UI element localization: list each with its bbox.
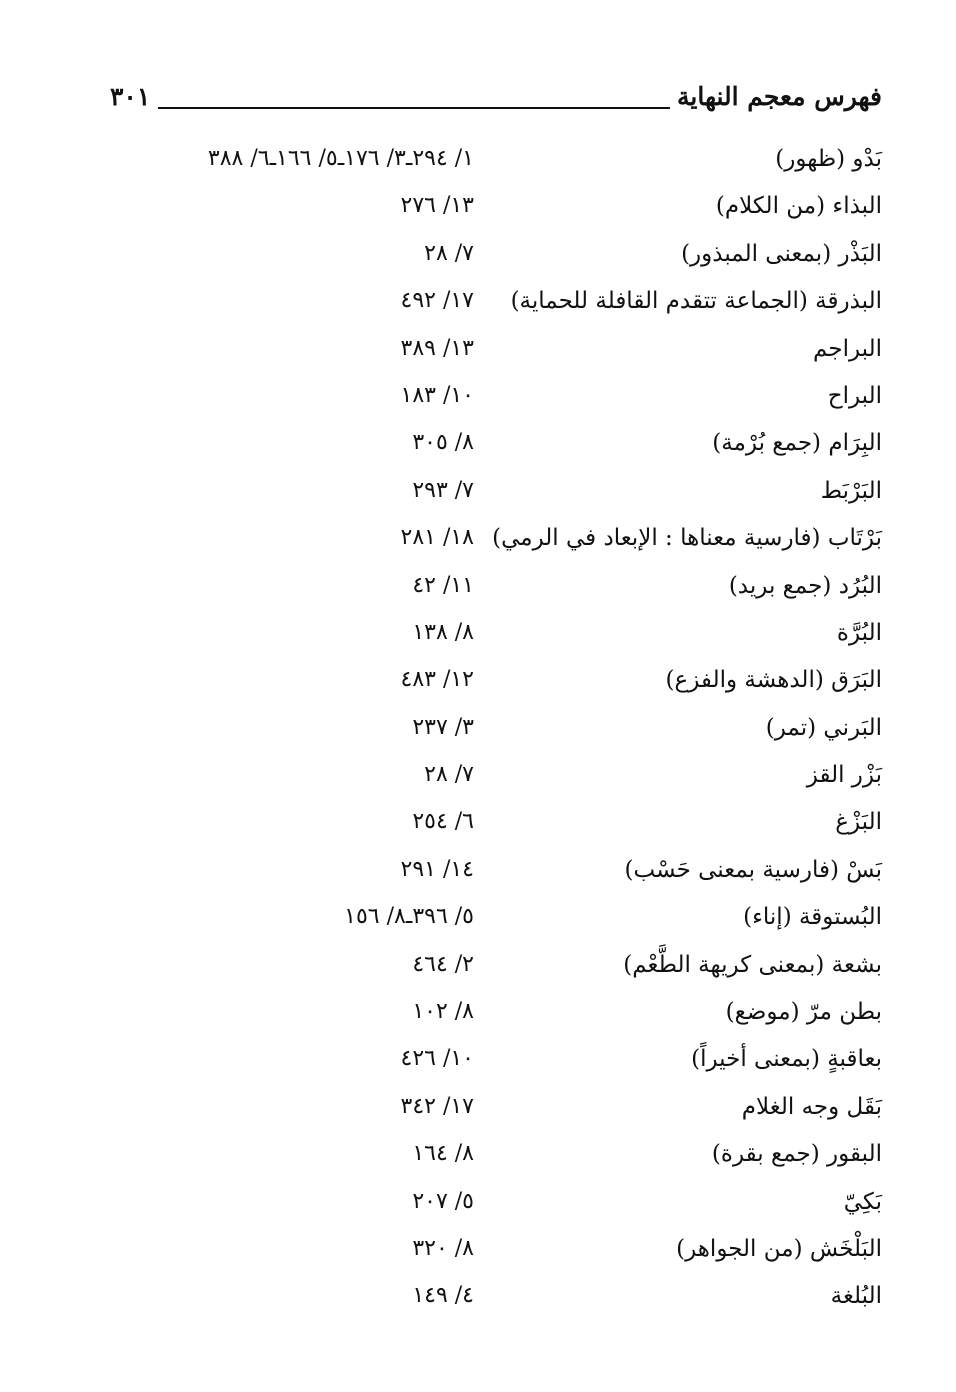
index-term: البَلْخَش (من الجواهر) (676, 1235, 882, 1262)
index-reference: ٨/ ٣٢٠ (412, 1235, 474, 1261)
index-entry (150, 1183, 882, 1230)
index-entry (150, 140, 882, 187)
index-entry (150, 1040, 882, 1087)
index-term: البُستوقة (إناء) (743, 904, 882, 931)
index-entry (150, 851, 882, 898)
index-reference: ٣/ ٢٣٧ (412, 714, 474, 740)
index-entry (150, 803, 882, 850)
index-reference: ١٠/ ١٨٣ (400, 382, 474, 408)
index-reference: ٦/ ٢٥٤ (412, 809, 474, 835)
index-term: بَزْر القز (806, 762, 882, 789)
index-entry (150, 187, 882, 234)
index-term: البذاء (من الكلام) (715, 193, 882, 220)
running-header-title: فهرس معجم النهاية (676, 82, 882, 111)
index-entry (150, 330, 882, 377)
index-entry (150, 946, 882, 993)
index-entry (150, 993, 882, 1040)
index-term: بطن مرّ (موضع) (725, 999, 882, 1026)
index-reference: ١٣/ ٢٧٦ (400, 193, 474, 219)
index-entry (150, 709, 882, 756)
index-reference: ١٨/ ٢٨١ (400, 525, 474, 551)
index-entry (150, 282, 882, 329)
index-term: البِرَام (جمع بُرْمة) (712, 430, 882, 457)
index-term: البُلغة (830, 1283, 882, 1310)
header-rule (158, 107, 670, 109)
index-term: البَرني (تمر) (765, 714, 882, 741)
index-term: البراح (827, 382, 882, 409)
index-reference: ٥/ ٢٠٧ (412, 1188, 474, 1214)
index-term: البَذْر (بمعنى المبذور) (681, 240, 882, 267)
index-entry (150, 1277, 882, 1324)
index-reference: ٢/ ٤٦٤ (412, 951, 474, 977)
index-reference: ٧/ ٢٨ (424, 762, 474, 788)
index-entry (150, 1135, 882, 1182)
index-entry (150, 756, 882, 803)
index-term: بَسْ (فارسية بمعنى حَسْب) (624, 856, 882, 883)
index-entry (150, 567, 882, 614)
page-header (110, 80, 882, 124)
index-entry (150, 519, 882, 566)
index-entry (150, 1230, 882, 1277)
index-entry (150, 614, 882, 661)
index-reference: ٧/ ٢٨ (424, 240, 474, 266)
index-reference: ١٧/ ٤٩٢ (400, 288, 474, 314)
index-term: البَرْبَط (820, 477, 882, 504)
index-term: بَقَل وجه الغلام (741, 1093, 882, 1120)
index-reference: ٨/ ١٠٢ (412, 999, 474, 1025)
index-term: بَرْتَاب (فارسية معناها : الإبعاد في الرمي) (492, 525, 882, 552)
index-reference: ١٧/ ٣٤٢ (400, 1093, 474, 1119)
index-term: البُرُد (جمع بريد) (728, 572, 882, 599)
index-term: البذرقة (الجماعة تتقدم القافلة للحماية) (510, 288, 882, 315)
index-term: بشعة (بمعنى كريهة الطَّعْم) (623, 951, 882, 978)
page-number: ٣٠١ (110, 82, 151, 111)
index-entry (150, 472, 882, 519)
index-term: بَدْو (ظهور) (775, 146, 882, 172)
index-term: البقور (جمع بقرة) (711, 1141, 882, 1168)
index-term: البُرَّة (836, 619, 882, 646)
index-reference: ٤/ ١٤٩ (412, 1283, 474, 1309)
index-term: بعاقبةٍ (بمعنى أخيراً) (691, 1046, 882, 1073)
index-reference: ١٣/ ٣٨٩ (400, 335, 474, 361)
index-reference: ١٠/ ٤٢٦ (400, 1046, 474, 1072)
index-entry (150, 661, 882, 708)
index-reference: ١٢/ ٤٨٣ (400, 667, 474, 693)
index-entry (150, 235, 882, 282)
index-reference: ٧/ ٢٩٣ (412, 477, 474, 503)
index-reference: ٨/ ١٣٨ (412, 619, 474, 645)
index-reference: ١١/ ٤٢ (412, 572, 474, 598)
index-reference: ١/ ٢٩٤ـ٣/ ١٧٦ـ٥/ ١٦٦ـ٦/ ٣٨٨ (207, 146, 474, 171)
index-entry (150, 1088, 882, 1135)
index-term: البَزْغ (835, 809, 882, 836)
index-reference: ٨/ ٣٠٥ (412, 430, 474, 456)
index-entry (150, 424, 882, 471)
index-entry (150, 377, 882, 424)
index-list (150, 140, 882, 1325)
index-term: البَرَق (الدهشة والفزع) (665, 667, 882, 694)
index-reference: ١٤/ ٢٩١ (400, 856, 474, 882)
index-reference: ٨/ ١٦٤ (412, 1141, 474, 1167)
index-term: بَكِيّ (843, 1188, 882, 1215)
index-reference: ٥/ ٣٩٦ـ٨/ ١٥٦ (344, 904, 474, 930)
index-term: البراجم (813, 335, 882, 362)
index-entry (150, 898, 882, 945)
